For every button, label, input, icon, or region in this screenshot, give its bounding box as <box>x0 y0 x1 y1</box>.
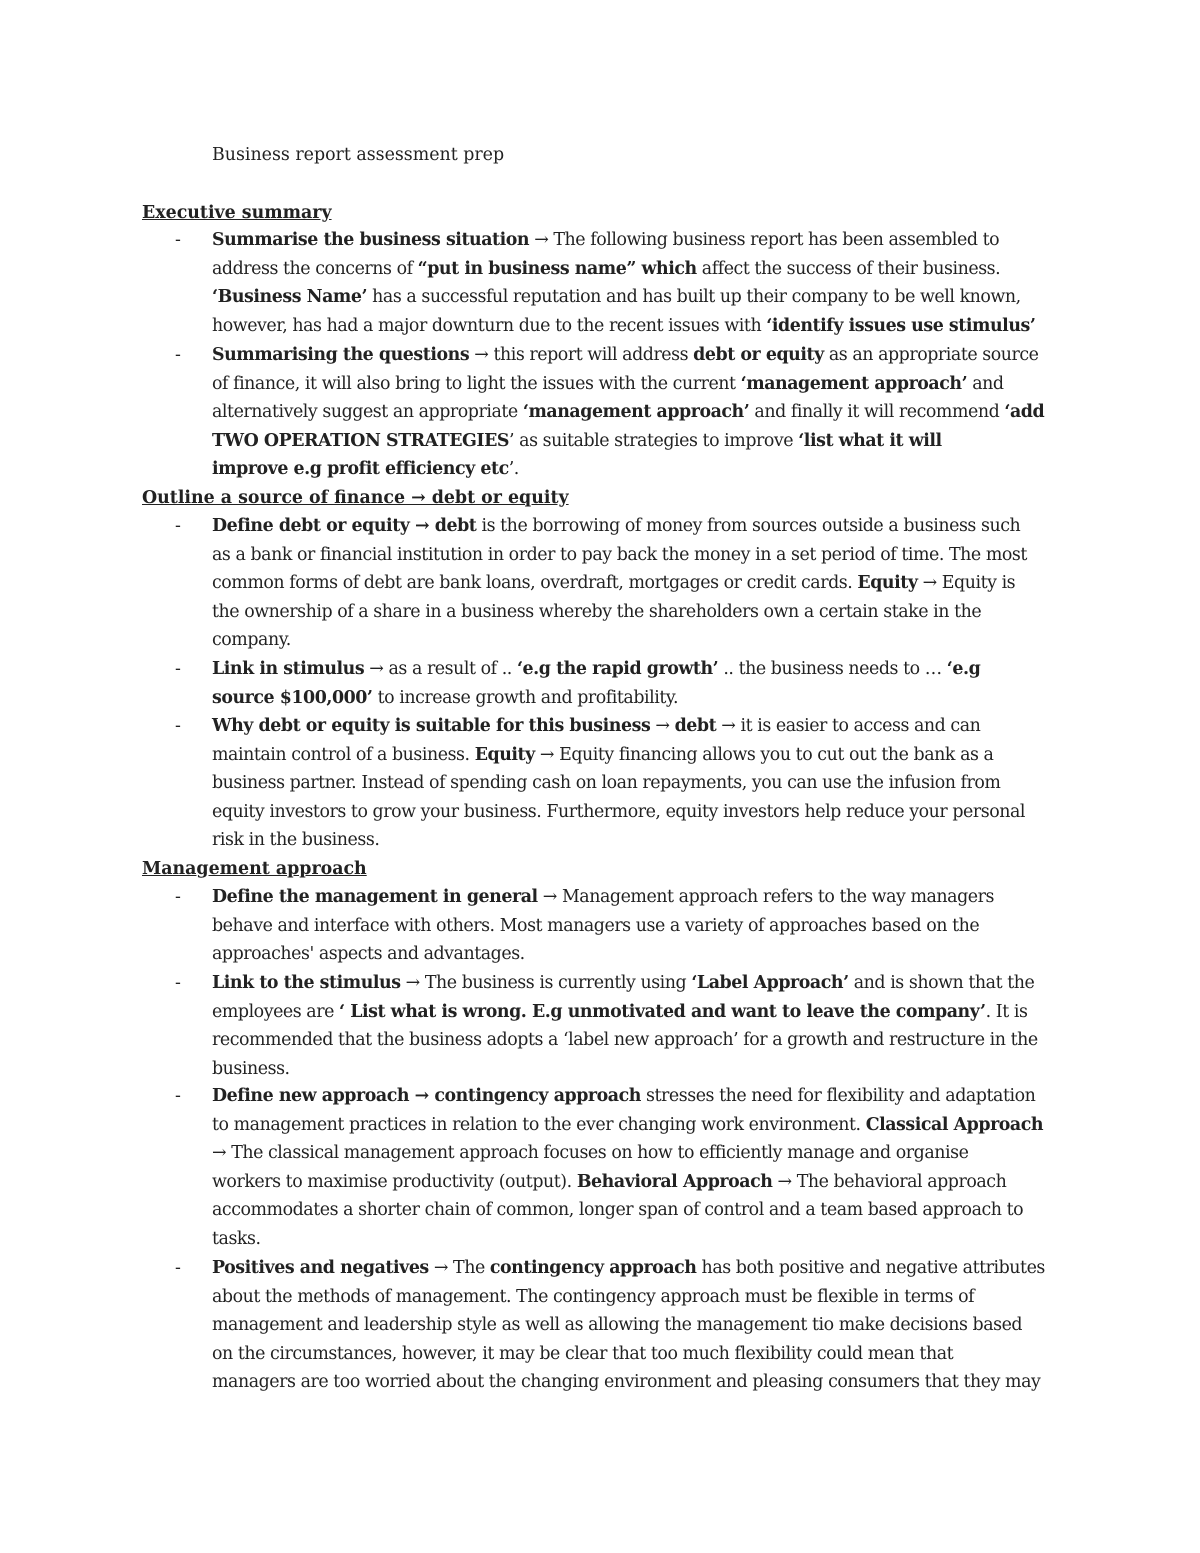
bold-run: Link to the stimulus <box>212 973 401 993</box>
text-run: maintain control of a business. <box>212 744 475 765</box>
text-line <box>212 598 981 627</box>
bold-run: Define debt or equity → debt <box>212 516 477 536</box>
text-run: on the circumstances, however, it may be clear that too much flexibility could mean that <box>212 1343 954 1364</box>
text-run: recommended that the business adopts a ‘label new approach’ for a growth and restructure in the <box>212 1030 1038 1051</box>
text-line <box>212 712 980 741</box>
text-run: and is shown that the <box>848 973 1035 993</box>
bold-run: Summarising the questions <box>212 345 470 365</box>
text-line <box>212 769 1000 798</box>
bold-run: Classical Approach <box>865 1114 1044 1135</box>
bullet-dash: - <box>175 887 181 907</box>
bold-run: Equity <box>857 573 918 594</box>
text-run: accommodates a shorter chain of common, longer span of control and a team based approach to <box>212 1200 1024 1221</box>
text-run: behave and interface with others. Most managers use a variety of approaches based on the <box>212 915 980 936</box>
bold-run: “put in business name” which <box>417 258 697 279</box>
bold-run: ‘Label Approach’ <box>691 973 849 993</box>
bold-run: Define new approach → contingency approach <box>212 1086 641 1106</box>
text-line <box>212 940 525 969</box>
text-line <box>212 255 1000 284</box>
text-line <box>212 655 980 684</box>
text-run: has both positive and negative attributes <box>696 1258 1045 1278</box>
text-run: affect the success of their business. <box>696 258 1001 279</box>
bullet-dash: - <box>175 659 181 679</box>
text-line <box>212 512 1020 541</box>
section-heading: Outline a source of finance → debt or equity <box>142 488 569 508</box>
text-line <box>212 684 678 713</box>
bold-run: debt or equity <box>693 345 824 365</box>
text-run: → The following business report has been assembled to <box>529 230 1000 250</box>
text-run: → The behavioral approach <box>772 1171 1007 1192</box>
text-line <box>212 1026 1038 1055</box>
text-line <box>212 1111 1043 1140</box>
text-run: as a bank or financial institution in order to pay back the money in a set period of time. The most <box>212 544 1027 565</box>
text-run: .. the business needs to … <box>718 659 947 679</box>
bold-run: TWO OPERATION STRATEGIES <box>212 430 510 451</box>
text-line <box>212 826 379 855</box>
bold-run: ‘identify issues use stimulus’ <box>766 315 1036 336</box>
text-run: address the concerns of <box>212 258 418 279</box>
bullet-dash: - <box>175 516 181 536</box>
bold-run: ‘management approach’ <box>522 402 750 423</box>
text-line <box>212 912 979 941</box>
text-run: risk in the business. <box>212 830 380 851</box>
document-title: Business report assessment prep <box>212 145 505 165</box>
bold-run: ‘e.g <box>946 659 981 679</box>
text-run: ’. <box>508 459 519 480</box>
text-line <box>212 1139 968 1168</box>
text-run: however, has had a major downturn due to the recent issues with <box>212 315 767 336</box>
text-line <box>212 398 1044 427</box>
text-line <box>212 569 1015 598</box>
text-run: alternatively suggest an appropriate <box>212 402 523 423</box>
text-run: → it is easier to access and can <box>716 716 981 736</box>
text-run: to management practices in relation to the ever changing work environment. <box>212 1114 866 1135</box>
text-run: → as a result of .. <box>364 659 517 679</box>
text-line <box>212 312 1035 341</box>
text-run: the ownership of a share in a business whereby the shareholders own a certain stake in the <box>212 601 982 622</box>
text-line <box>212 1168 1006 1197</box>
text-line <box>212 626 291 655</box>
bold-run: ‘management approach’ <box>740 373 968 394</box>
text-run: about the methods of management. The contingency approach must be flexible in terms of <box>212 1286 975 1307</box>
text-run: employees are <box>212 1001 340 1022</box>
text-run: company. <box>212 630 291 651</box>
text-line <box>212 1340 953 1369</box>
text-line <box>212 341 1039 370</box>
bold-run: improve e.g profit efficiency etc <box>212 459 509 480</box>
bold-run: ‘Business Name’ <box>212 287 368 308</box>
text-line <box>212 1082 1035 1111</box>
bold-run: Why debt or equity is suitable for this business <box>212 716 651 736</box>
bullet-dash: - <box>175 1086 181 1106</box>
text-line <box>212 370 1004 399</box>
bold-run: source $100,000’ <box>212 687 373 708</box>
text-run: tasks. <box>212 1229 261 1249</box>
bullet-dash: - <box>175 1258 181 1278</box>
text-run: → Equity financing allows you to cut out the bank as a <box>534 744 994 765</box>
bullet-dash: - <box>175 716 181 736</box>
text-line <box>212 283 1021 312</box>
text-run: business partner. Instead of spending cash on loan repayments, you can use the infusion from <box>212 773 1001 794</box>
text-line <box>212 998 1027 1027</box>
text-line <box>212 1196 1023 1225</box>
bold-run: Link in stimulus <box>212 659 365 679</box>
text-run: and <box>967 373 1004 394</box>
bullet-dash: - <box>175 230 181 250</box>
text-line <box>212 1368 1040 1397</box>
text-line <box>212 427 942 456</box>
text-run: common forms of debt are bank loans, overdraft, mortgages or credit cards. <box>212 573 858 594</box>
section-heading: Executive summary <box>142 203 332 223</box>
bold-run: Positives and negatives <box>212 1258 429 1278</box>
text-run: → Management approach refers to the way managers <box>537 887 994 907</box>
text-run: → this report will address <box>469 345 694 365</box>
bold-run: Define the management in general <box>212 887 538 907</box>
text-run: as an appropriate source <box>823 345 1039 365</box>
text-line <box>212 455 519 484</box>
text-line <box>212 1055 290 1084</box>
text-line <box>212 1225 261 1254</box>
text-run: ’ as suitable strategies to improve <box>509 430 799 451</box>
text-run: has a successful reputation and has built up their company to be well known, <box>367 287 1021 308</box>
bullet-dash: - <box>175 345 181 365</box>
text-line <box>212 1283 974 1312</box>
text-run: managers are too worried about the changing environment and pleasing consumers that they may <box>212 1372 1041 1393</box>
text-line <box>212 1311 1022 1340</box>
text-run: business. <box>212 1058 290 1079</box>
text-run: → The classical management approach focuses on how to efficiently manage and organise <box>212 1143 969 1164</box>
bold-run: debt <box>674 716 717 736</box>
text-run: . It is <box>985 1001 1028 1022</box>
text-run: to increase growth and profitability. <box>372 687 679 708</box>
text-run: → The <box>428 1258 490 1278</box>
bold-run: Summarise the business situation <box>212 230 530 250</box>
section-heading: Management approach <box>142 859 367 879</box>
bold-run: contingency approach <box>489 1258 697 1278</box>
text-line <box>212 798 1025 827</box>
bullet-dash: - <box>175 973 181 993</box>
text-line <box>212 741 993 770</box>
text-line <box>212 226 999 255</box>
bold-run: ‘add <box>1004 402 1045 423</box>
text-run: stresses the need for flexibility and adaptation <box>640 1086 1036 1106</box>
text-run: equity investors to grow your business. Furthermore, equity investors help reduce your personal <box>212 801 1026 822</box>
bold-run: ‘ List what is wrong. E.g unmotivated and want to leave the company’ <box>339 1001 986 1022</box>
text-run: approaches' aspects and advantages. <box>212 944 525 965</box>
bold-run: Behavioral Approach <box>576 1171 773 1192</box>
text-run: → Equity is <box>917 573 1016 594</box>
text-line <box>212 541 1027 570</box>
text-run: workers to maximise productivity (output). <box>212 1171 577 1192</box>
bold-run: Equity <box>474 744 535 765</box>
text-run: management and leadership style as well as allowing the management tio make decisions based <box>212 1315 1023 1336</box>
text-run: and finally it will recommend <box>749 402 1005 423</box>
text-run: → <box>650 716 675 736</box>
bold-run: ‘e.g the rapid growth’ <box>516 659 719 679</box>
text-run: → The business is currently using <box>400 973 692 993</box>
text-line <box>212 1254 1045 1283</box>
text-line <box>212 969 1034 998</box>
bold-run: ‘list what it will <box>798 430 942 451</box>
text-run: is the borrowing of money from sources outside a business such <box>476 516 1021 536</box>
text-line <box>212 883 994 912</box>
text-run: of finance, it will also bring to light the issues with the current <box>212 373 741 394</box>
